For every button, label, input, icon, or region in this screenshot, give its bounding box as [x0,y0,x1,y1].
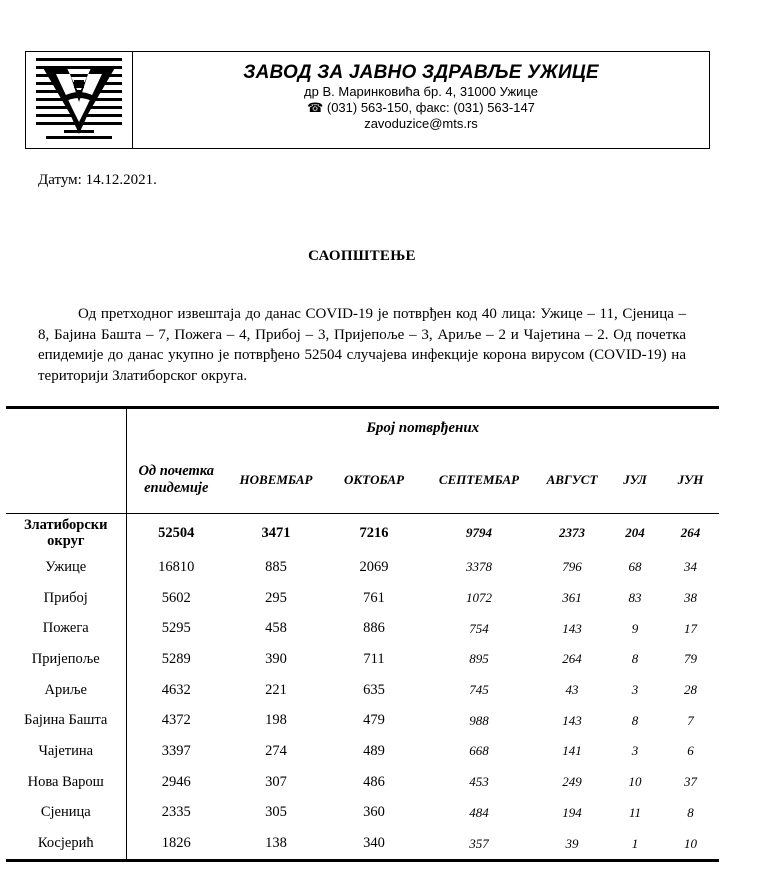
cell-september: 357 [469,835,489,851]
cell-june: 37 [684,774,698,790]
corner-cell [6,409,126,447]
cell-november: 198 [265,712,287,729]
cell-september: 3378 [466,559,492,575]
cell-october: 479 [363,712,385,729]
cell-august: 43 [565,682,579,698]
cell-november: 458 [265,620,287,637]
table-row [6,583,719,614]
logo [26,52,133,148]
municipality-name: Ужице [6,552,126,583]
cell-august: 2373 [559,525,585,540]
col-header-total: Од почетка епидемије [126,447,226,514]
cell-august: 264 [562,651,582,667]
institute-logo-icon [36,56,122,142]
cell-total: 5289 [161,650,191,667]
letterhead [25,51,710,149]
cell-july: 3 [631,682,639,698]
cell-total: 52504 [158,524,195,541]
cell-august: 249 [562,774,582,790]
municipality-name: Пожега [6,613,126,644]
cell-total: 3397 [161,742,191,759]
cell-september: 988 [469,712,489,728]
cell-july: 68 [628,559,642,575]
col-header-july: ЈУЛ [608,447,662,514]
group-title: Број потврђених [366,419,480,436]
municipality-name: Пријепоље [6,644,126,675]
table-bottom-rule [6,859,719,862]
cell-october: 886 [363,620,385,637]
cell-november: 3471 [261,524,291,541]
cell-june: 28 [684,682,698,698]
cell-june: 10 [684,835,698,851]
org-phone: ☎ (031) 563-150, факс: (031) 563-147 [307,100,535,115]
cell-october: 635 [363,681,385,698]
cell-july: 11 [628,804,642,820]
table-row-totals [6,514,719,553]
cell-september: 484 [469,804,489,820]
municipality-name: Сјеница [6,798,126,829]
cell-total: 5295 [161,620,191,637]
cell-november: 295 [265,589,287,606]
cell-june: 34 [684,559,698,575]
cell-total: 2335 [161,804,191,821]
org-name: ЗАВОД ЗА ЈАВНО ЗДРАВЉЕ УЖИЦЕ [243,62,599,83]
table-row [6,613,719,644]
cell-october: 486 [363,773,385,790]
cell-november: 305 [265,804,287,821]
cell-september: 754 [469,620,489,636]
cell-july: 83 [628,590,642,606]
col-header-october: ОКТОБАР [326,447,422,514]
cell-july: 204 [625,525,645,540]
table-row [6,552,719,583]
cell-june: 17 [684,620,698,636]
cell-october: 340 [363,835,385,852]
table-row [6,644,719,675]
cell-august: 361 [562,590,582,606]
cell-august: 141 [562,743,582,759]
cell-june: 6 [687,743,694,759]
cell-september: 1072 [466,590,492,606]
col-header-september: СЕПТЕМБАР [422,447,536,514]
col-header-august: АВГУСТ [536,447,608,514]
cell-june: 79 [684,651,698,667]
cases-table [6,406,719,862]
table-row [6,675,719,706]
municipality-name: Чајетина [6,736,126,767]
document-date: Датум: 14.12.2021. [38,172,157,188]
cell-june: 264 [680,525,701,540]
cell-august: 194 [562,804,582,820]
cell-total: 5602 [161,589,191,606]
cell-august: 143 [562,712,582,728]
document-title: САОПШТЕЊЕ [308,248,416,264]
cell-october: 2069 [359,558,389,575]
cell-july: 1 [631,835,639,851]
cell-august: 796 [562,559,582,575]
announcement-paragraph: Од претходног извештаја до данас COVID-19 је потврђен код 40 лица: Ужице – 11, Сјеница – 8, Бајина Башта – 7, Пожега – 4, Прибој – 3, Пријепоље – 3, Ариље – 2 и Чајетина – 2. Од почетка епидемије до данас укупно је потврђено 52504 случајева инфекције корона вирусом (COVID-19) на територији Златиборског округа. [38,306,686,384]
cell-november: 221 [265,681,287,698]
cell-total: 1826 [161,835,191,852]
cell-total: 2946 [161,773,191,790]
cell-august: 143 [562,620,582,636]
cell-november: 390 [265,650,287,667]
cell-october: 711 [363,650,385,667]
cell-september: 453 [469,774,489,790]
cell-july: 8 [631,651,639,667]
org-address: др В. Маринковића бр. 4, 31000 Ужице [304,84,538,99]
table-row [6,767,719,798]
corner-cell-2 [6,447,126,514]
cell-july: 9 [631,620,639,636]
cell-june: 7 [687,712,694,728]
table-row [6,798,719,829]
org-email: zavoduzice@mts.rs [364,116,478,131]
table-row [6,828,719,859]
cell-july: 8 [631,712,639,728]
cell-total: 4372 [161,712,191,729]
municipality-name: Нова Варош [6,767,126,798]
cell-october: 489 [363,742,385,759]
municipality-name: Ариље [6,675,126,706]
cell-november: 274 [265,742,287,759]
col-header-june: ЈУН [662,447,719,514]
cell-october: 761 [363,589,385,606]
municipality-name: Бајина Башта [6,705,126,736]
cell-november: 885 [265,558,287,575]
cell-june: 38 [684,590,698,606]
cell-november: 138 [265,835,287,852]
cell-july: 3 [631,743,639,759]
cell-august: 39 [565,835,579,851]
cell-september: 9794 [466,525,492,540]
cell-july: 10 [628,774,642,790]
cell-september: 745 [469,682,489,698]
table-row [6,736,719,767]
municipality-name: Косјерић [6,828,126,859]
cell-september: 895 [469,651,489,667]
cell-june: 8 [687,804,694,820]
org-info [133,52,709,148]
cell-november: 307 [265,773,287,790]
cell-september: 668 [469,743,489,759]
col-header-november: НОВЕМБАР [226,447,326,514]
region-name: Златиборски округ [6,514,126,553]
cell-october: 360 [363,804,385,821]
table-row [6,705,719,736]
cell-total: 16810 [158,558,195,575]
cell-total: 4632 [161,681,191,698]
cell-october: 7216 [359,524,389,541]
municipality-name: Прибој [6,583,126,614]
